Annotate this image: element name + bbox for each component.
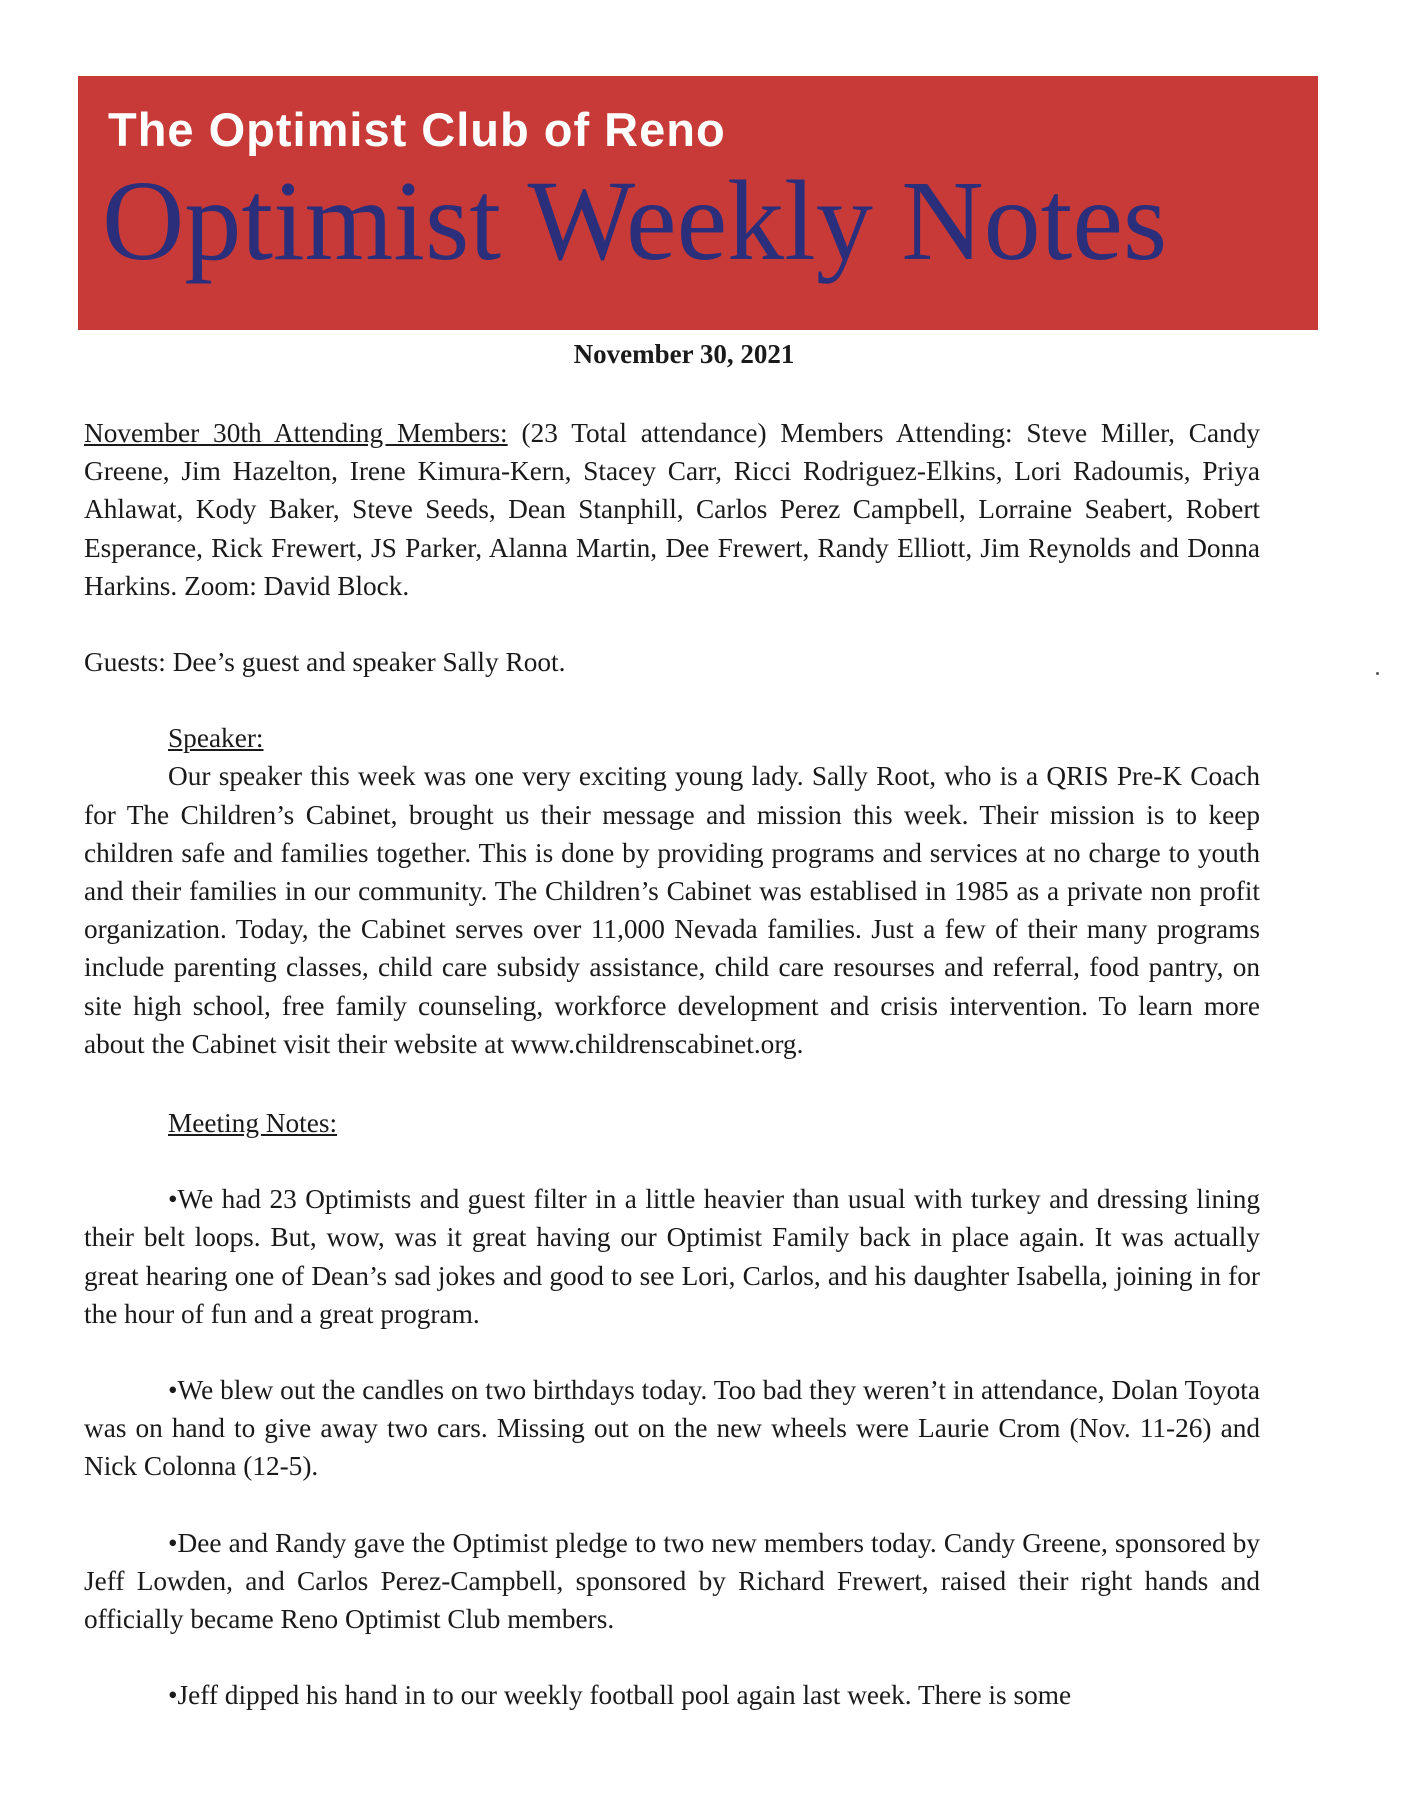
attendance-label: November 30th Attending Members: [84,418,508,448]
club-name: The Optimist Club of Reno [108,103,726,156]
masthead-banner [78,76,1318,330]
meeting-notes-heading-line [84,1104,1260,1142]
meeting-note-text: •We blew out the candles on two birthdays today. Too bad they weren’t in attendance, Dolan Toyota was on hand to give away two cars. Missing out on the new wheels were Laurie Crom (Nov. 11-26) and Nick Colonna (12-5). [84,1375,1260,1482]
meeting-note-text: •We had 23 Optimists and guest filter in a little heavier than usual with turkey and dressing lining their belt loops. But, wow, was it great having our Optimist Family back in place again. It was actually great hearing one of Dean’s sad jokes and good to see Lori, Carlos, and his daughter Isabella, joining in for the hour of fun and a great program. [84,1184,1260,1329]
issue-date: November 30, 2021 [573,339,795,369]
meeting-note-item [84,1371,1260,1486]
speaker-text: Our speaker this week was one very exciting young lady. Sally Root, who is a QRIS Pre-K Coach for The Children’s Cabinet, brought us their message and mission this week. Their mission is to keep children safe and families together. This is done by providing programs and services at no charge to youth and their families in our community. The Children’s Cabinet was establised in 1985 as a private non profit organization. Today, the Cabinet serves over 11,000 Nevada families. Just a few of their many programs include parenting classes, child care subsidy assistance, child care resourses and referral, food pantry, on site high school, free family counseling, workforce development and crisis intervention. To learn more about the Cabinet visit their website at www.childrenscabinet.org. [84,761,1260,1059]
speaker-heading: Speaker: [168,723,264,754]
meeting-note-text: •Dee and Randy gave the Optimist pledge to two new members today. Candy Greene, sponsored by Jeff Lowden, and Carlos Perez-Campbell, sponsored by Richard Frewert, raised their right hands and officially became Reno Optimist Club members. [84,1527,1260,1635]
guests-paragraph: Guests: Dee’s guest and speaker Sally Root. [84,647,566,678]
newsletter-title: Optimist Weekly Notes [102,157,1168,284]
meeting-note-item [84,1676,1260,1714]
meeting-notes-heading: Meeting Notes: [168,1108,338,1139]
speaker-paragraph [84,757,1260,1063]
meeting-note-item [84,1524,1260,1639]
attendance-text: (23 Total attendance) Members Attending: Steve Miller, Candy Greene, Jim Hazelton, Irene Kimura-Kern, Stacey Carr, Ricci Rodriguez-Elkins, Lori Radoumis, Priya Ahlawat, Kody Baker, Steve Seeds, Dean Stanphill, Carlos Perez Campbell, Lorraine Seabert, Robert Esperance, Rick Frewert, JS Parker, Alanna Martin, Dee Frewert, Randy Elliott, Jim Reynolds and Donna Harkins. Zoom: David Block. [84,418,1261,601]
speaker-heading-line [84,719,1260,757]
meeting-note-text: •Jeff dipped his hand in to our weekly football pool again last week. There is some [168,1680,1072,1711]
stray-dot-mark [1376,672,1379,675]
newsletter-body [84,414,1260,1714]
attendance-paragraph [84,414,1260,605]
meeting-note-item [84,1180,1260,1333]
